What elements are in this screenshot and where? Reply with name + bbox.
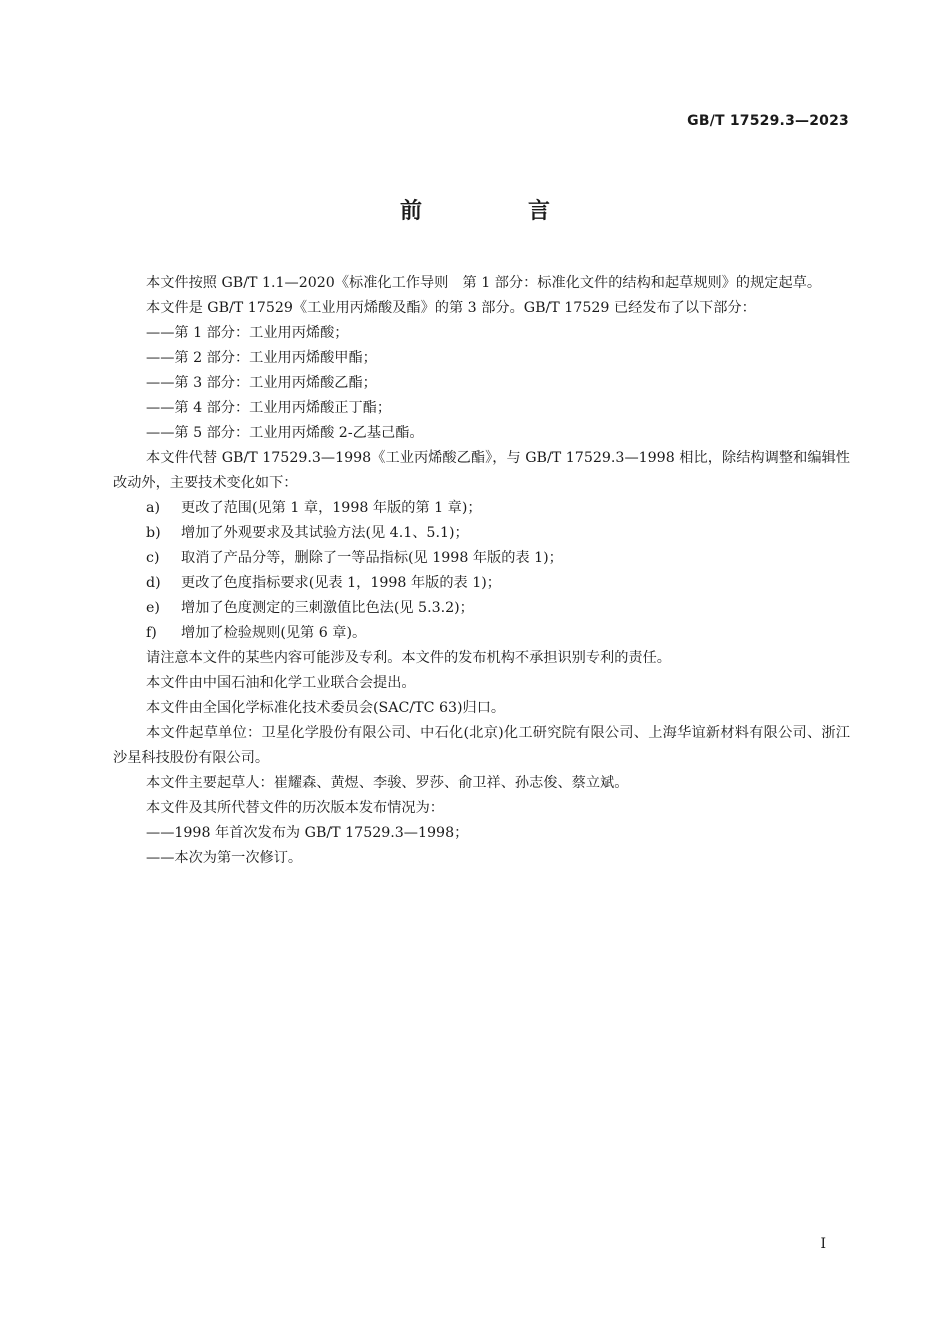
list-marker: e) <box>146 600 160 616</box>
paragraph-drafting-units: 本文件起草单位：卫星化学股份有限公司、中石化(北京)化工研究院有限公司、上海华谊新材料有限公司、浙江沙星科技股份有限公司。 <box>113 725 850 766</box>
list-text: 增加了色度测定的三刺激值比色法(见 5.3.2)； <box>181 600 474 616</box>
paragraph-replacement: 本文件代替 GB/T 17529.3—1998《工业丙烯酸乙酯》，与 GB/T 17529.3—1998 相比，除结构调整和编辑性改动外，主要技术变化如下： <box>113 450 850 491</box>
paragraph-proposer: 本文件由中国石油和化学工业联合会提出。 <box>146 675 416 691</box>
list-item-change <box>113 521 850 546</box>
paragraph-history-intro: 本文件及其所代替文件的历次版本发布情况为： <box>146 800 444 816</box>
list-item-change <box>113 571 850 596</box>
list-text: 增加了外观要求及其试验方法(见 4.1、5.1)； <box>181 525 469 541</box>
list-item-change <box>113 596 850 621</box>
list-item-part: ——第 1 部分：工业用丙烯酸； <box>146 325 349 341</box>
paragraph-series-intro: 本文件是 GB/T 17529《工业用丙烯酸及酯》的第 3 部分。GB/T 17529 已经发布了以下部分： <box>146 300 756 316</box>
paragraph-drafting-rules: 本文件按照 GB/T 1.1—2020《标准化工作导则 第 1 部分：标准化文件的结构和起草规则》的规定起草。 <box>146 275 822 291</box>
list-item-part: ——第 4 部分：工业用丙烯酸正丁酯； <box>146 400 392 416</box>
list-item-history: ——1998 年首次发布为 GB/T 17529.3—1998； <box>146 825 469 841</box>
list-item-change <box>113 621 850 646</box>
list-marker: d) <box>146 575 161 591</box>
foreword-body <box>113 271 850 871</box>
list-text: 更改了色度指标要求(见表 1，1998 年版的表 1)； <box>181 575 501 591</box>
list-item-part: ——第 2 部分：工业用丙烯酸甲酯； <box>146 350 377 366</box>
list-item-history: ——本次为第一次修订。 <box>146 850 303 866</box>
list-item-change <box>113 546 850 571</box>
list-marker: f) <box>146 625 157 641</box>
list-marker: b) <box>146 525 161 541</box>
paragraph-patent-notice: 请注意本文件的某些内容可能涉及专利。本文件的发布机构不承担识别专利的责任。 <box>146 650 671 666</box>
paragraph-drafters: 本文件主要起草人：崔耀森、黄煜、李骏、罗莎、俞卫祥、孙志俊、蔡立斌。 <box>146 775 629 791</box>
list-marker: c) <box>146 550 160 566</box>
page-number: I <box>820 1236 826 1252</box>
list-marker: a) <box>146 500 160 516</box>
list-item-part: ——第 5 部分：工业用丙烯酸 2-乙基己酯。 <box>146 425 424 441</box>
standard-code: GB/T 17529.3—2023 <box>687 113 849 129</box>
list-text: 更改了范围(见第 1 章，1998 年版的第 1 章)； <box>181 500 482 516</box>
list-item-part: ——第 3 部分：工业用丙烯酸乙酯； <box>146 375 377 391</box>
list-text: 取消了产品分等，删除了一等品指标(见 1998 年版的表 1)； <box>181 550 563 566</box>
paragraph-committee: 本文件由全国化学标准化技术委员会(SAC/TC 63)归口。 <box>146 700 506 716</box>
list-text: 增加了检验规则(见第 6 章)。 <box>181 625 367 641</box>
page-title: 前 言 <box>399 199 592 224</box>
list-item-change <box>113 496 850 521</box>
